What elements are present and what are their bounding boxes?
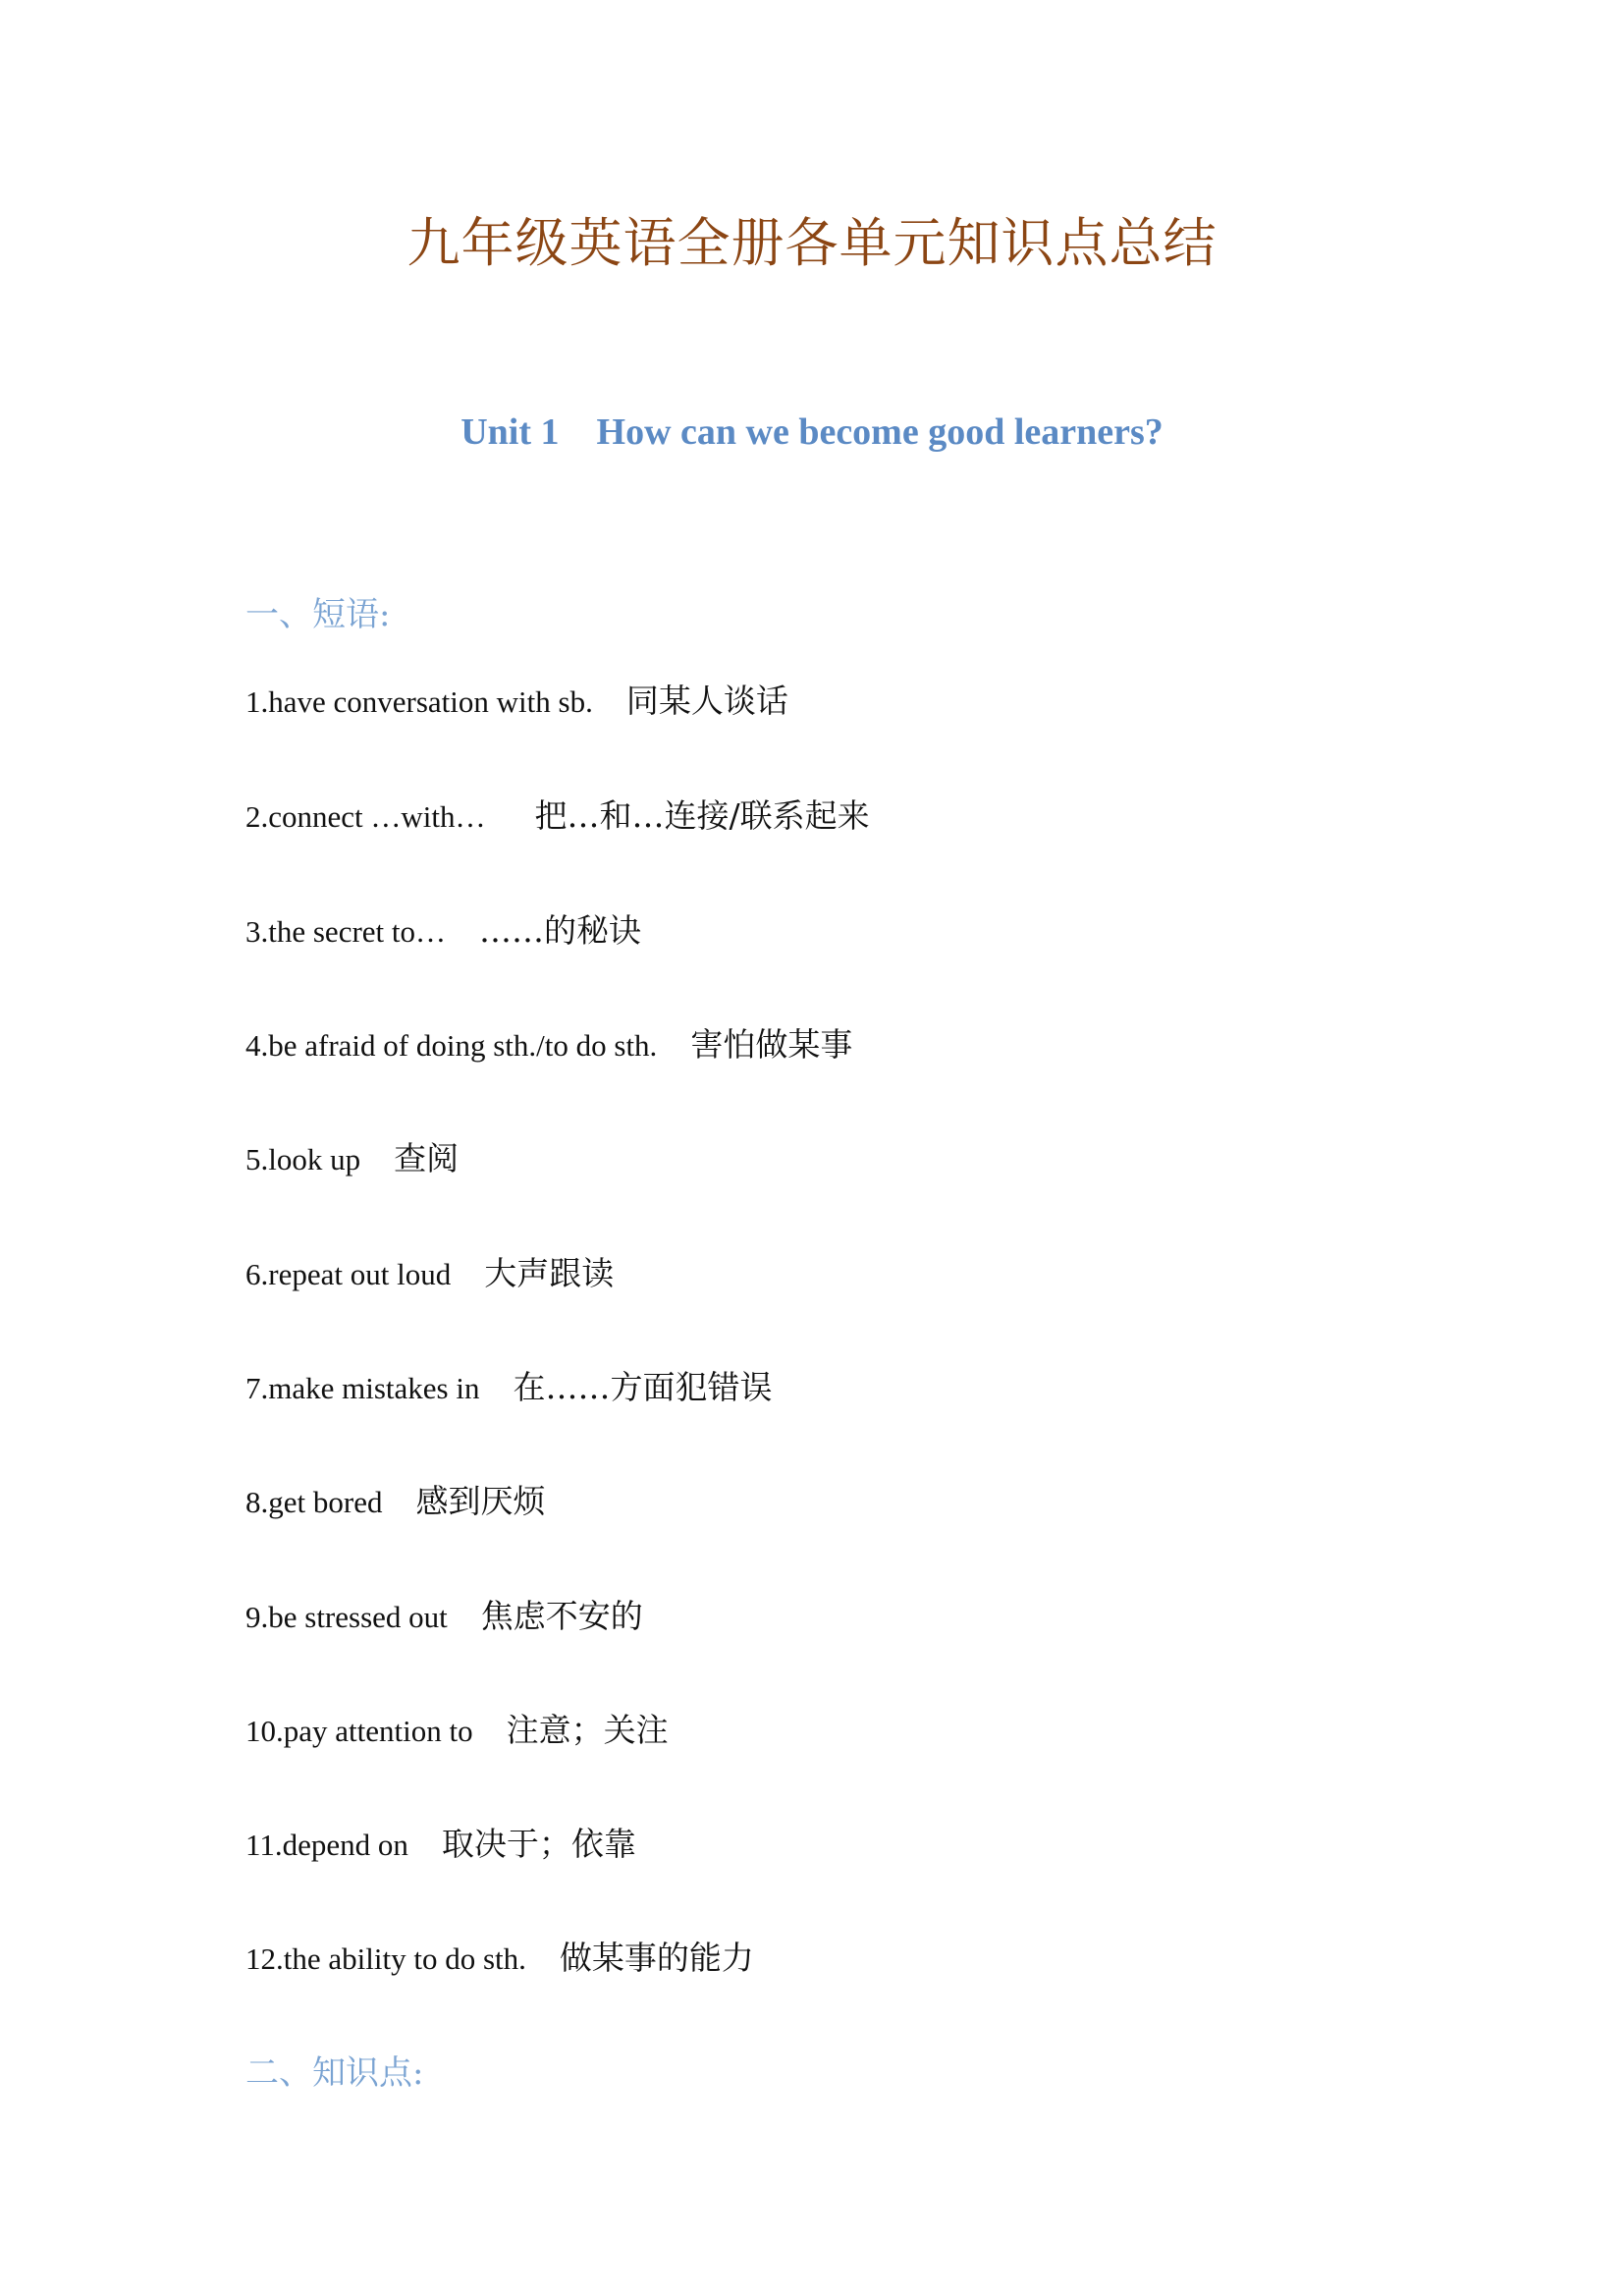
phrase-item <box>245 1933 754 1979</box>
phrase-chinese: ……的秘诀 <box>479 911 642 950</box>
phrase-chinese: 取决于；依靠 <box>441 1825 636 1863</box>
phrase-english: 10.pay attention to <box>245 1714 473 1748</box>
phrase-english: 4.be afraid of doing sth./to do sth. <box>245 1028 658 1063</box>
phrase-english: 11.depend on <box>245 1828 408 1862</box>
phrase-chinese: 感到厌烦 <box>415 1482 546 1520</box>
phrase-item <box>245 676 788 722</box>
phrase-english: 6.repeat out loud <box>245 1257 452 1291</box>
section-heading-phrases: 一、短语: <box>245 595 391 634</box>
phrase-chinese: 焦虑不安的 <box>480 1597 643 1635</box>
phrase-chinese: 大声跟读 <box>484 1254 615 1292</box>
phrase-chinese: 害怕做某事 <box>690 1025 853 1064</box>
document-title: 九年级英语全册各单元知识点总结 <box>406 212 1218 274</box>
phrase-chinese: 做某事的能力 <box>559 1939 754 1977</box>
phrase-item <box>245 1476 545 1522</box>
phrase-english: 12.the ability to do sth. <box>245 1941 526 1976</box>
phrase-item <box>245 1705 669 1751</box>
phrase-english: 5.look up <box>245 1142 361 1176</box>
phrase-chinese: 查阅 <box>394 1139 460 1177</box>
phrase-english: 2.connect …with… <box>245 799 486 834</box>
phrase-item <box>245 791 870 837</box>
phrase-english: 3.the secret to… <box>245 914 447 949</box>
phrase-chinese: 在……方面犯错误 <box>513 1368 773 1406</box>
phrase-chinese: 把…和…连接/联系起来 <box>534 796 870 835</box>
unit-title: Unit 1 How can we become good learners? <box>460 411 1164 453</box>
phrase-item <box>245 1019 852 1066</box>
phrase-item <box>245 1591 643 1637</box>
phrase-english: 1.have conversation with sb. <box>245 684 593 719</box>
phrase-english: 9.be stressed out <box>245 1600 448 1634</box>
phrase-chinese: 注意；关注 <box>506 1711 669 1749</box>
phrase-english: 8.get bored <box>245 1485 383 1519</box>
phrase-item <box>245 905 641 952</box>
phrase-item <box>245 1362 772 1408</box>
phrase-item <box>245 1248 614 1294</box>
phrase-item <box>245 1819 636 1865</box>
section-heading-points: 二、知识点: <box>245 2053 424 2093</box>
phrase-chinese: 同某人谈话 <box>625 682 788 720</box>
phrase-item <box>245 1133 459 1179</box>
phrase-english: 7.make mistakes in <box>245 1371 480 1405</box>
